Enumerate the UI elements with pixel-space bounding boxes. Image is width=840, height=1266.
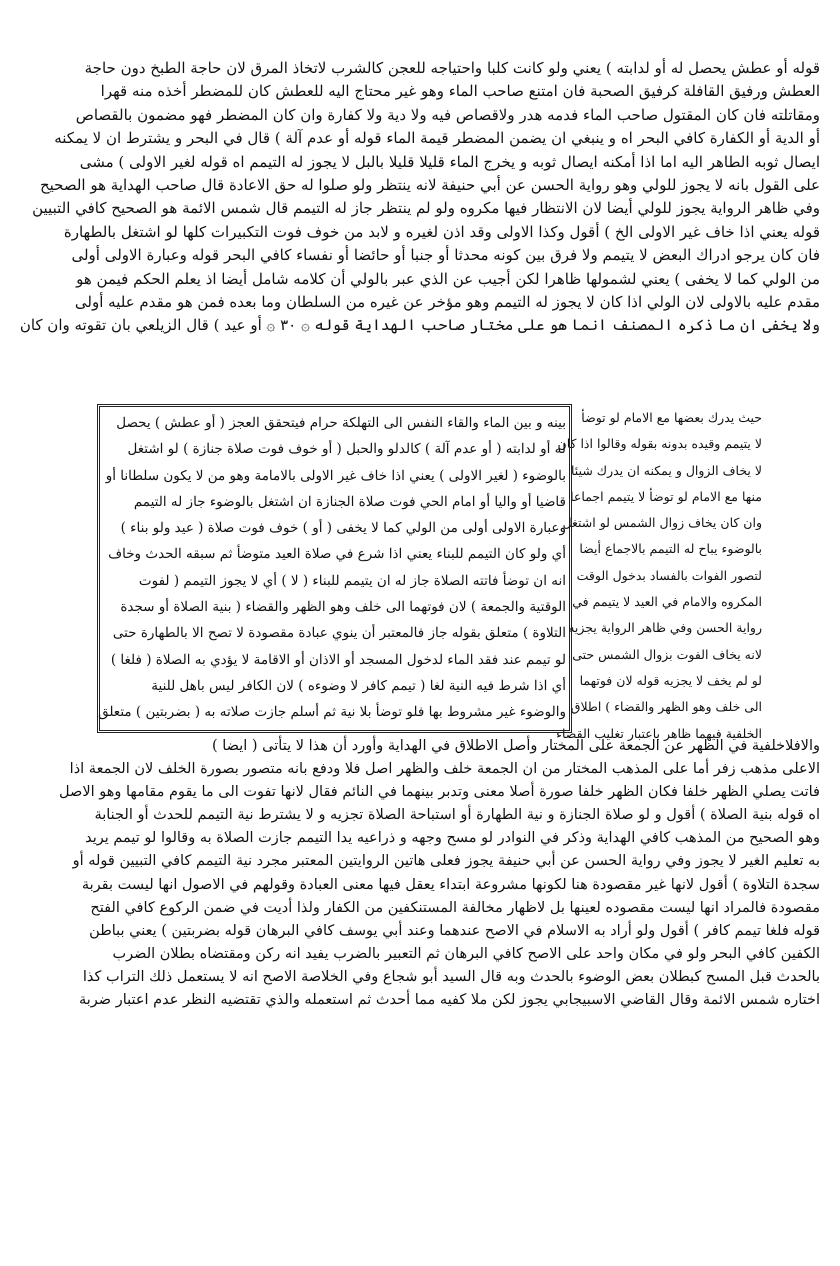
text-line: فان كان يرجو ادراك البعض لا يتيمم ولا فرق بين كونه محدثا أو جنبا أو حائضا أو نفساء كافي البحر قوله وعبارة الاولى أولى	[71, 246, 820, 265]
text-line: لا يتيمم وقيده بدونه بقوله وقالوا اذا كان	[557, 436, 762, 452]
text-line: لو لم يخف لا يجزيه قوله لان فوتهما	[579, 672, 762, 688]
text-line: والافلاخلفية في الظهر عن الجمعة على المختار وأصل الاطلاق في الهداية وأورد أن هذا لا يتأتى ( ايضا )	[211, 738, 820, 754]
text-line: ايصال ثوبه الطاهر اليه اما اذا أمكنه ايصال ثوبه و يخرج الماء قليلا قليلا بالبل لا يجوز له التيمم اه قوله لغير الاولى ) مشى	[79, 152, 820, 171]
text-line: الاعلى مذهب زفر أما على المذهب المختار من ان الجمعة خلف والظهر اصل فلا ودفع بانه متصور بصورة الخلف لان الجمعة اذا	[69, 761, 820, 778]
text-line: وفي ظاهر الرواية يجوز للولي أيضا لان الانتظار فيها مكروه ولو لم ينتظر جاز له التيمم قال شمس الائمة هو الصحيح كافي التبيين	[32, 199, 820, 218]
text-line: لانه يخاف الفوت بزوال الشمس حتى	[572, 646, 762, 662]
text-line: حيث يدرك بعضها مع الامام لو توضأ	[581, 410, 762, 425]
text-line: قوله فلغا تيمم كافر ) أقول ولو أراد به الاسلام في الاصح عندهما وعند أبي يوسف كافي البرهان قوله بضربتين ) يعني بباطن	[89, 922, 820, 939]
text-line: اختاره شمس الائمة وقال القاضي الاسبيجابي يجوز لكن ملا كفيه مما أحدث ثم استعمله والذي تقتضيه النظر عدم اعتبار ضربة	[78, 992, 820, 1009]
commentary-bottom	[59, 735, 820, 1012]
text-line: قوله يعني اذا خاف غير الاولى الخ ) أقول وكذا الاولى وقد اذن لغيره و لابد من خوف فوت التكبيرات كلها لو اشتغل بالطهارة	[63, 222, 820, 241]
text-line: منها مع الامام لو توضأ لا يتيمم اجماعا	[570, 488, 762, 504]
text-line: على القول بانه لا يجوز للولي وهو رواية الحسن عن أبي حنيفة لانه ينتظر ولو صلوا له حق الاعادة قال صاحب الهداية هو الصحيح	[39, 176, 820, 195]
text-line: رواية الحسن وفي ظاهر الرواية يجزيه	[568, 620, 762, 636]
text-line: اه قوله بنية الصلاة ) أقول و لو صلاة الجنازة و نية الطهارة أو استباحة الصلاة تجزيه و لا يشترط نية التيمم للحدث أو الجنابة	[94, 807, 820, 824]
text-line: بالوضوء ( لغير الاولى ) يعني اذا خاف غير الاولى بالامامة وهو من لا يكون سلطانا أو	[105, 467, 566, 484]
text-line: الكفين كافي البحر ولو في مكان واحد على الاصح كافي البرهان ثم التعبير بالضرب يفيد انه ركن ومقتضاه بطلان الضرب	[112, 945, 820, 962]
text-line: لتصور الفوات بالفساد بدخول الوقت	[576, 567, 762, 583]
text-line: أي اذا شرط فيه النية لغا ( تيمم كافر لا وضوءه ) لان الكافر ليس باهل للنية	[151, 677, 566, 694]
text-line: الخلفية فيهما ظاهر باعتبار تغليب القضاء	[556, 725, 762, 741]
text-line: به تعليم الغير لا يجوز وفي رواية الحسن عن أبي حنيفة يجوز فعلى هاتين الروايتين المعتبر مجرد نية التيمم كافي التبيين قوله أو	[72, 853, 820, 870]
text-line: له أو لدابته ( أو عدم آلة ) كالدلو والحبل ( أو خوف فوت صلاة جنازة ) لو اشتغل	[127, 441, 566, 458]
text-line: وهو الصحيح من المذهب كافي الهداية وذكر في النوادر لو مسح وجهه و ذراعيه يدا التيمم جازت الصلاة به وقالوا لو تيمم يريد	[85, 830, 820, 847]
text-line: فاتت يصلي الظهر خلفا فكان الظهر خلفا صورة أصلا معنى وتدبر بينهما في النائم فقال لانها تفوت الى ما يقوم مقامها وهو الاصل	[59, 784, 820, 801]
text-line: سجدة التلاوة ) أقول لانها غير مقصودة هنا لكونها مشروعة ابتداء يعقل فيها معنى العبادة وقولهم في الاصول انها ليست بقربة	[81, 876, 820, 893]
text-line: الوقتية والجمعة ) لان فوتهما الى خلف وهو الظهر والقضاء ( بنية الصلاة أو سجدة	[120, 599, 566, 616]
text-line: التلاوة ) متعلق بقوله جاز فالمعتبر أن ينوي عبادة مقصودة لا تصح الا بالطهارة حتى	[112, 625, 566, 642]
text-line: ولا يخفى ان ما ذكره المصنف انما هو على مختار صاحب الهداية قوله ۞ ٣٠ ۞ أو عيد ) قال الزيلعي بان تقوته وان كان	[19, 316, 820, 335]
text-line: وعبارة الاولى أولى من الولي كما لا يخفى ( أو ) خوف فوت صلاة ( عيد ولو بناء )	[120, 520, 566, 537]
text-line: انه ان توضأ فاتته الصلاة جاز له ان يتيمم للبناء ( لا ) أي لا يجوز التيمم ( لفوت	[138, 572, 566, 589]
text-line: العطش ورفيق القافلة كرفيق الصحبة فان امتنع صاحب الماء وهو غير محتاج اليه للعطش كان للمضطر أخذه منه قهرا	[100, 82, 820, 101]
text-line: لا يخاف الزوال و يمكنه ان يدرك شيئا	[570, 462, 762, 478]
text-line: قوله أو عطش يحصل له أو لدابته ) يعني ولو كانت كلبا واحتياجه للعجن كالشرب لاتخاذ المرق لان حاجة الطبخ دون حاجة	[84, 59, 820, 77]
text-line: قاضيا أو واليا أو امام الحي فوت صلاة الجنازة ان اشتغل بالوضوء جاز له التيمم	[133, 493, 566, 510]
text-line: المكروه والامام في العيد لا يتيمم في	[572, 594, 762, 610]
text-line: بينه و بين الماء والقاء النفس الى التهلكة حرام فيتحقق العجز ( أو عطش ) يحصل	[116, 415, 566, 431]
commentary-side	[556, 405, 762, 747]
text-line: مقصودة فالمراد انها ليست مقصوده لعينها بل لاظهار مخالفة المستنكفين من الكفار ولذا أديت في ضمن الركوع كافي الفتح	[90, 899, 820, 916]
text-line: أي ولو كان التيمم للبناء يعني اذا شرع في صلاة العيد متوضأ ثم سبقه الحدث وخاف	[108, 546, 566, 563]
text-line: لو تيمم عند فقد الماء لدخول المسجد أو الاذان أو الاقامة لا يؤدي به الصلاة ( فلغا )	[110, 651, 566, 668]
text-line: والوضوء غير مشروط بها فلو توضأ بلا نية ثم أسلم جازت صلاته به ( بضربتين ) متعلق	[98, 704, 566, 721]
text-line: ومقاتلته فان كان المقتول صاحب الماء فدمه هدر ولاقصاص فيه ولا دية ولا كفارة وان كان المضطر فهو مضمون بالقصاص	[75, 105, 820, 124]
commentary-top	[19, 57, 820, 338]
text-line: وان كان يخاف زوال الشمس لو اشتغل	[562, 515, 762, 531]
text-line: أو الدية أو الكفارة كافي البحر اه و ينبغي ان يضمن المضطر قيمة الماء قوله أو عدم آلة ) قال في البحر و يشترط ان لا يمكنه	[54, 129, 820, 148]
text-line: من الولي كما لا يخفى ) يعني لشمولها ظاهرا لكن أجيب عن الذي عبر بالولي أن كلامه شامل أيضا اذ يعلم الحكم فيمن هو	[76, 269, 820, 288]
text-line: بالحدث قبل المسح كبطلان بعض الوضوء بالحدث وبه قال السيد أبو شجاع وفي الخلاصة الاصح انه لا يستعمل ذلك التراب كذا	[82, 968, 820, 985]
text-line: الى خلف وهو الظهر والقضاء ) اطلاق	[570, 699, 762, 715]
text-line: بالوضوء يباح له التيمم بالاجماع أيضا	[579, 541, 762, 557]
text-line: مقدم عليه بالاولى لان الولي اذا كان لا يجوز له التيمم وهو مؤخر عن غيره من السلطان وما بعده فمن هو مقدم عليه أولى	[74, 293, 820, 312]
main-text	[98, 410, 566, 726]
